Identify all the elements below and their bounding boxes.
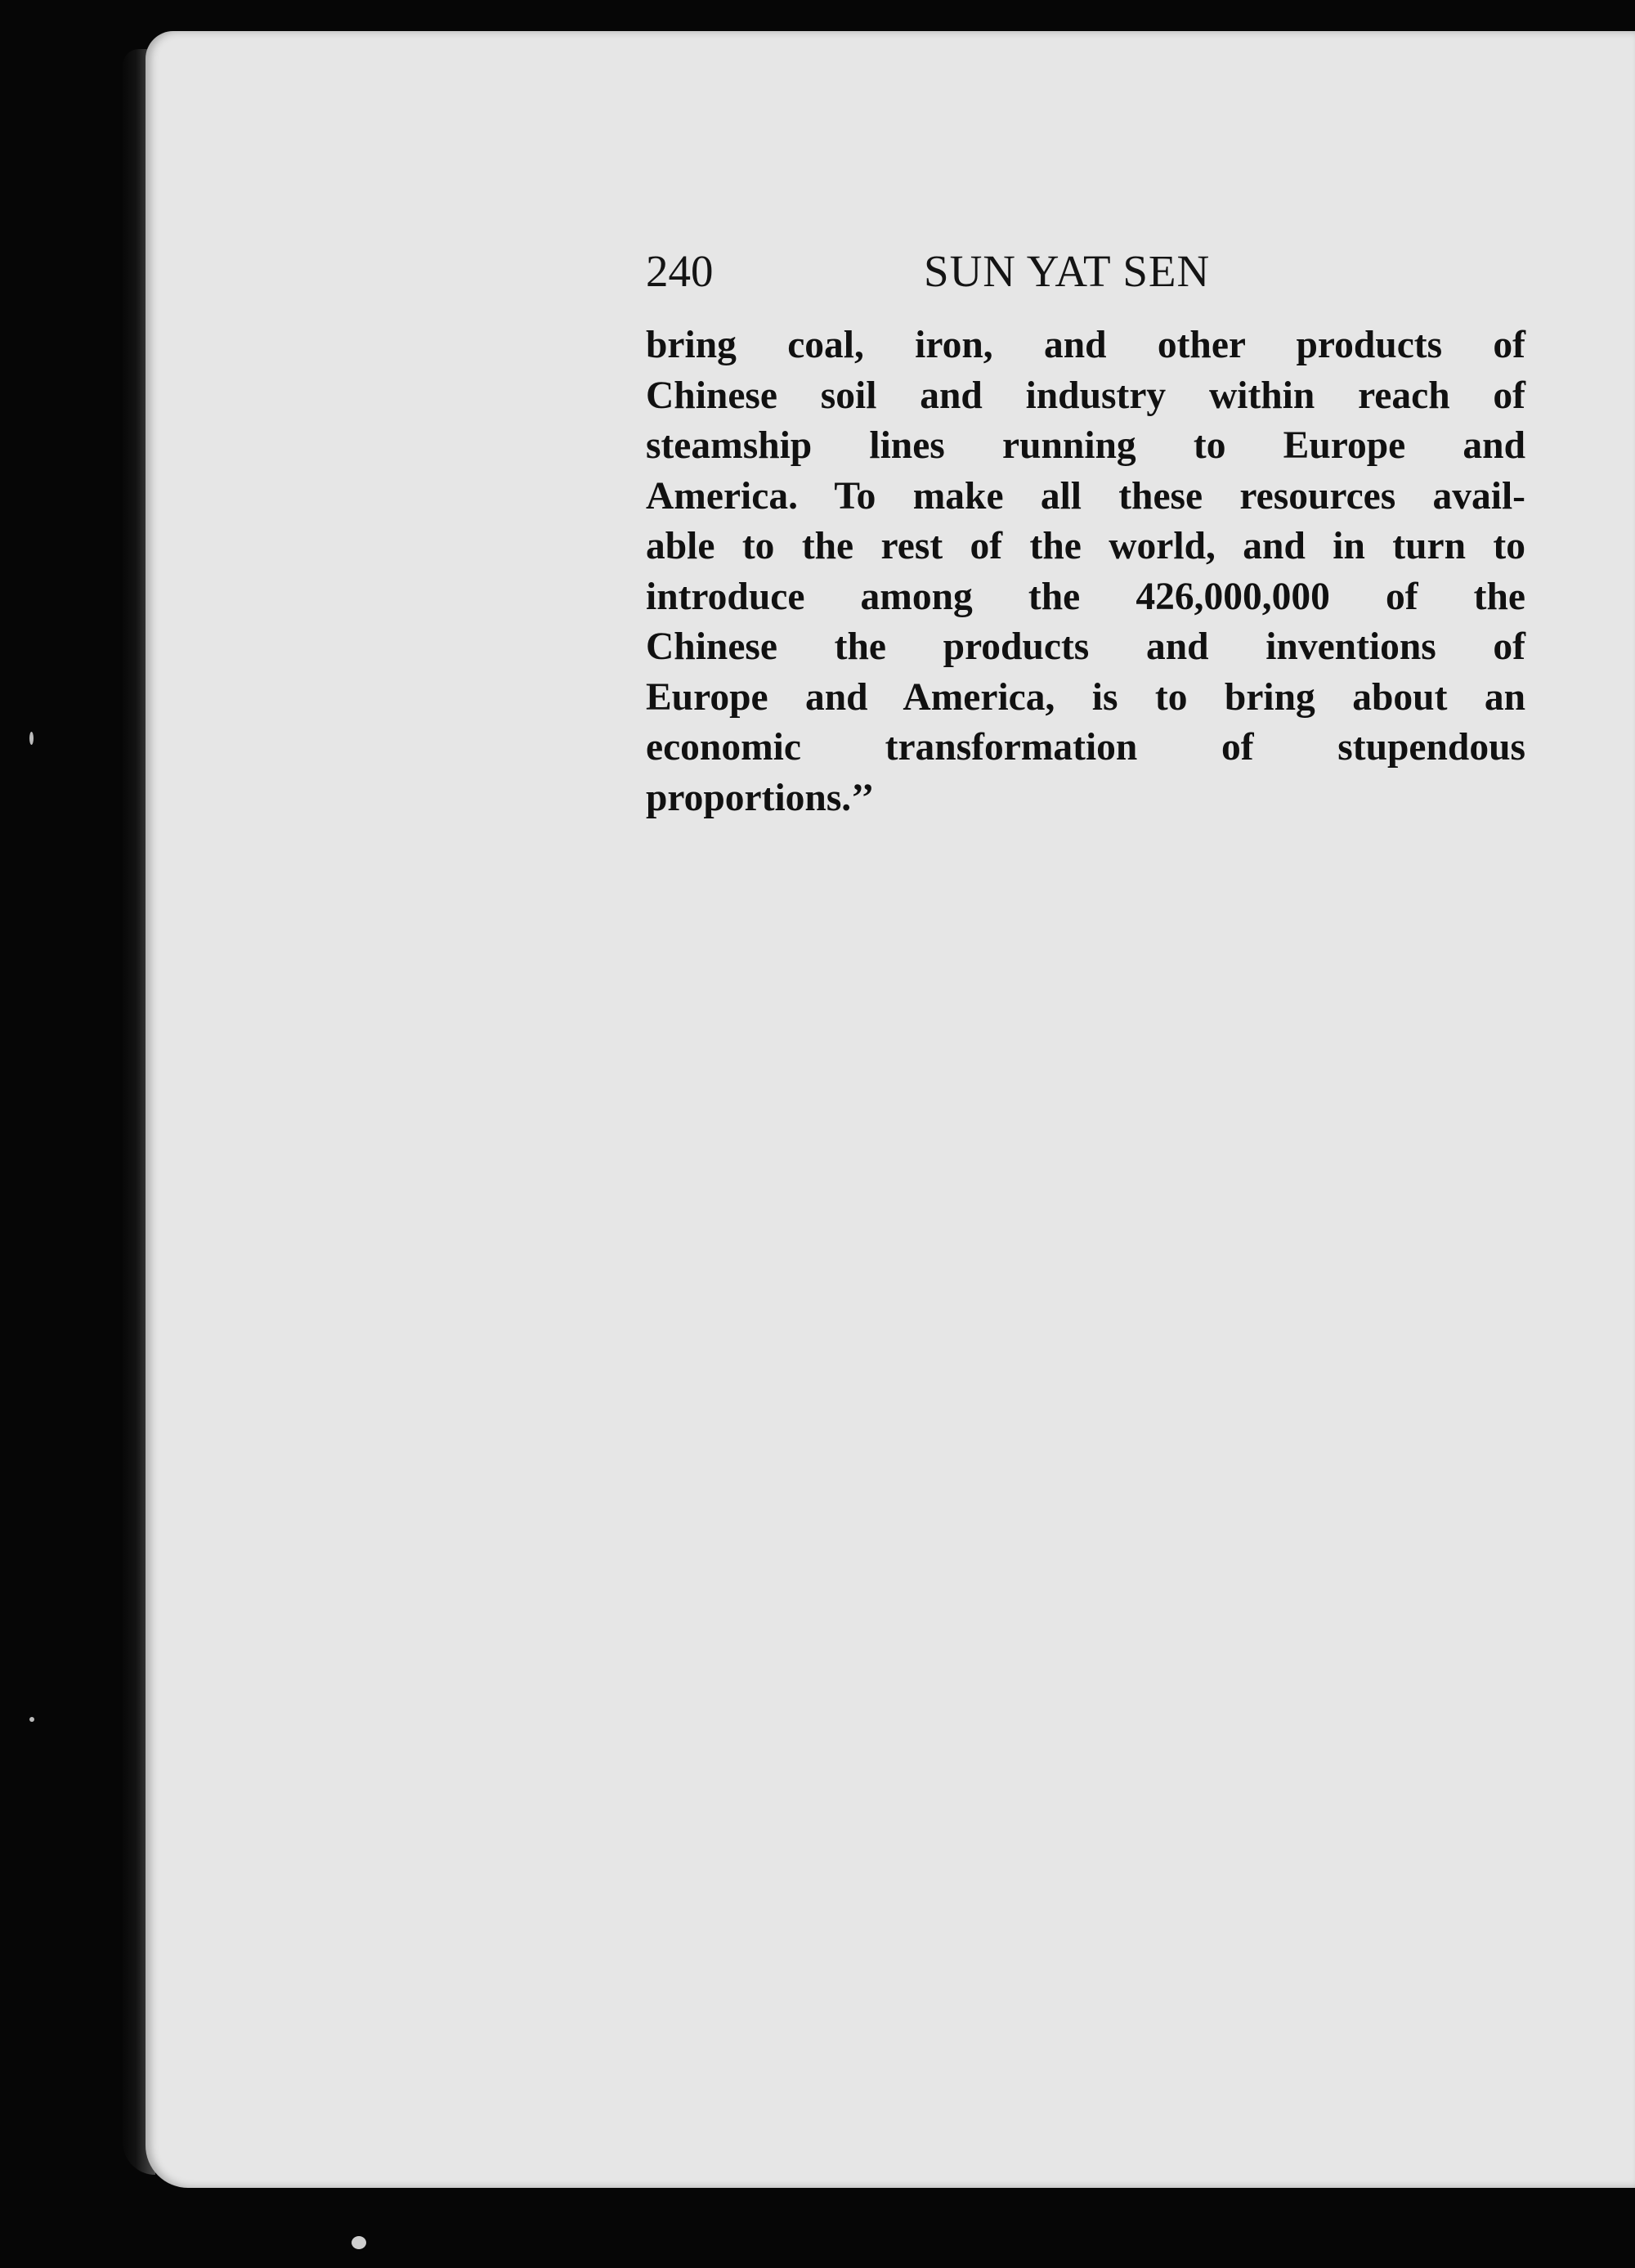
body-paragraph <box>646 320 1525 823</box>
text-line: Chinese the products and inventions of <box>646 625 1525 668</box>
scan-speck <box>29 1717 34 1722</box>
page-number: 240 <box>646 246 714 296</box>
text-line: Europe and America, is to bring about an <box>646 675 1525 719</box>
running-head: SUN YAT SEN <box>924 246 1211 296</box>
text-line: introduce among the 426,000,000 of the <box>646 575 1525 618</box>
text-line: Chinese soil and industry within reach of <box>646 374 1525 417</box>
text-line: able to the rest of the world, and in turn to <box>646 525 1525 567</box>
page-header <box>646 245 1529 311</box>
text-line: America. To make all these resources avail- <box>646 474 1525 518</box>
text-line: steamship lines running to Europe and <box>646 424 1525 467</box>
text-line: economic transformation of stupendous <box>646 726 1525 769</box>
scan-speck <box>29 732 34 745</box>
text-line: proportions.’’ <box>646 776 875 819</box>
scan-speck <box>352 2236 366 2249</box>
text-line: bring coal, iron, and other products of <box>646 324 1525 366</box>
